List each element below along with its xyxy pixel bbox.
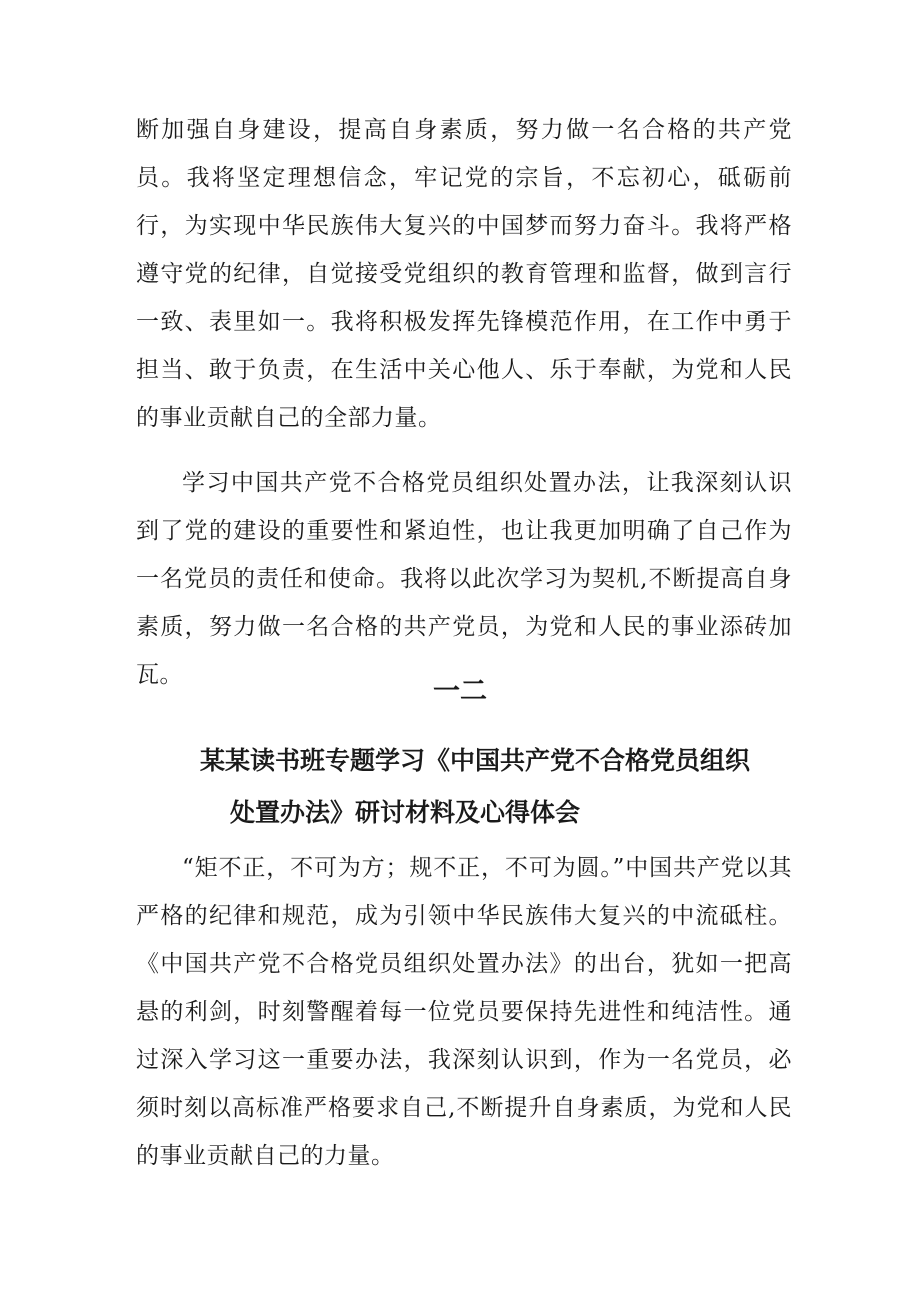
body-paragraph-continued: 断加强自身建设，提高自身素质，努力做一名合格的共产党员。我将坚定理想信念，牢记党的宗旨，不忘初心，砥砺前行，为实现中华民族伟大复兴的中国梦而努力奋斗。我将严格遵守党的纪律，自觉接受党组织的教育管理和监督，做到言行一致、表里如一。我将积极发挥先锋模范作用，在工作中勇于担当、敢于负责，在生活中关心他人、乐于奉献，为党和人民的事业贡献自己的全部力量。 (136, 117, 792, 431)
article-title-line-2: 处置办法》研讨材料及心得体会 (230, 798, 581, 827)
section-number: 一二 (433, 676, 487, 707)
body-paragraph-conclusion: 学习中国共产党不合格党员组织处置办法，让我深刻认识到了党的建设的重要性和紧迫性，也让我更加明确了自己作为一名党员的责任和使命。我将以此次学习为契机,不断提高自身素质，努力做一名合格的共产党员，为党和人民的事业添砖加瓦。 (136, 470, 792, 688)
article-title (150, 735, 810, 839)
body-paragraph-intro: “矩不正，不可为方；规不正，不可为圆。”中国共产党以其严格的纪律和规范，成为引领中华民族伟大复兴的中流砥柱。《中国共产党不合格党员组织处置办法》的出台，犹如一把高悬的利剑，时刻警醒着每一位党员要保持先进性和纯洁性。通过深入学习这一重要办法，我深刻认识到，作为一名党员，必须时刻以高标准严格要求自己,不断提升自身素质，为党和人民的事业贡献自己的力量。 (136, 855, 792, 1169)
article-title-line-1: 某某读书班专题学习《中国共产党不合格党员组织 (200, 746, 751, 775)
